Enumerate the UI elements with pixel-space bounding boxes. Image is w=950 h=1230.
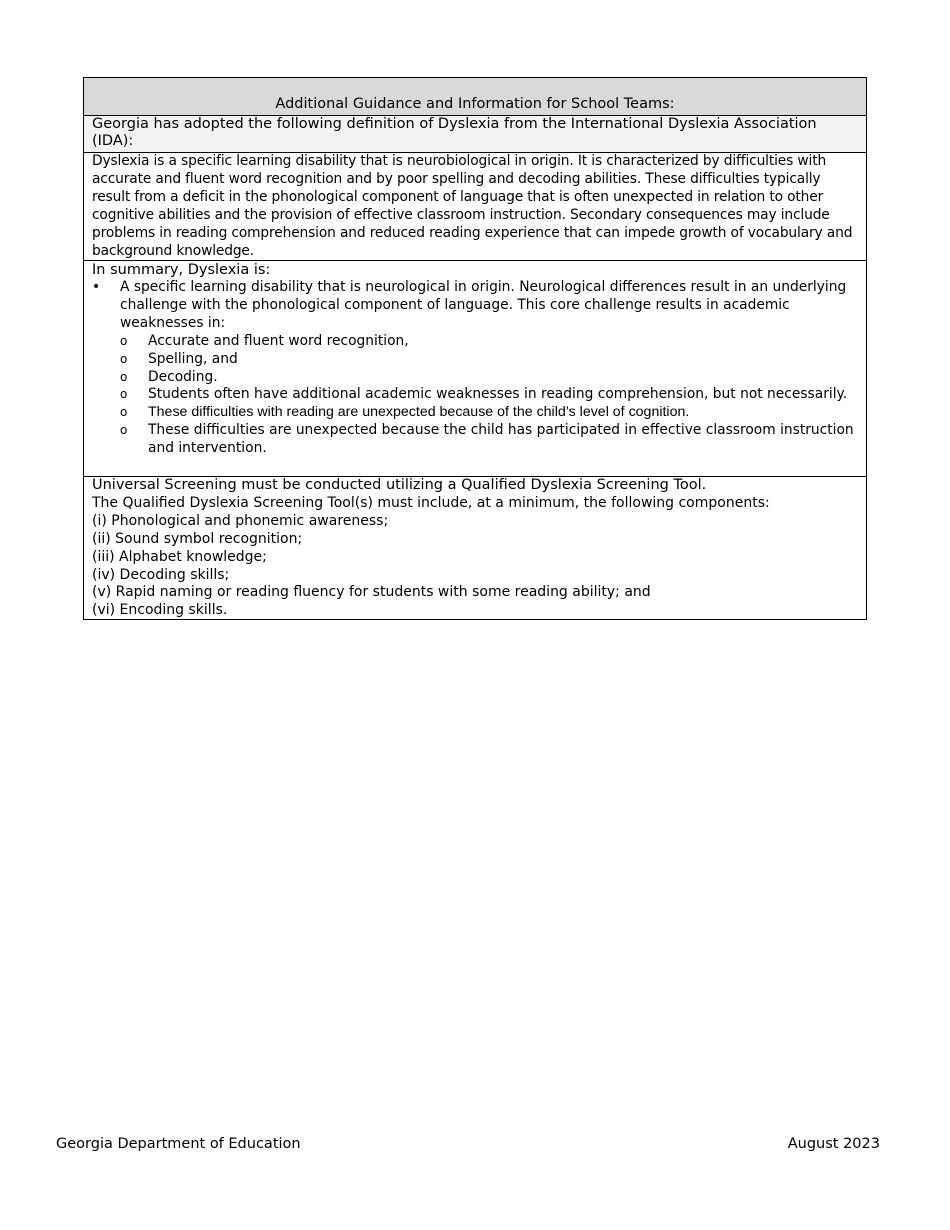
sub-item-text: Spelling, and (148, 350, 238, 367)
sub-list (92, 333, 858, 458)
footer-date: August 2023 (787, 1136, 880, 1152)
footer-department: Georgia Department of Education (56, 1136, 301, 1152)
sub-bullet-mark: o (120, 387, 128, 402)
screening-line: (ii) Sound symbol recognition; (92, 530, 303, 547)
definition-text: Dyslexia is a specific learning disability that is neurobiological in origin. It is characterized by difficulties with accurate and fluent word recognition and by poor spelling and decoding abilities. These difficulties typically result from a deficit in the phonological component of language that is often unexpected in relation to other cognitive abilities and the provision of effective classroom instruction. Secondary consequences may include problems in reading comprehension and reduced reading experience that can impede growth of vocabulary and background knowledge. (92, 153, 853, 259)
screening-line: (iv) Decoding skills; (92, 566, 230, 583)
screening-cell (84, 476, 866, 619)
table-header (84, 78, 866, 115)
sub-list-item (92, 404, 858, 422)
sub-list-item (92, 422, 858, 458)
summary-title: In summary, Dyslexia is: (92, 262, 271, 278)
screening-line: The Qualified Dyslexia Screening Tool(s) must include, at a minimum, the following components: (92, 494, 770, 511)
screening-line: (i) Phonological and phonemic awareness; (92, 512, 389, 529)
definition-cell (84, 152, 866, 260)
table-header-text: Additional Guidance and Information for School Teams: (275, 96, 675, 112)
sub-list-item (92, 333, 858, 351)
guidance-table (83, 77, 867, 620)
intro-text: Georgia has adopted the following definition of Dyslexia from the International Dyslexia Association (IDA): (92, 116, 817, 149)
sub-list-item (92, 351, 858, 369)
summary-cell (84, 260, 866, 476)
sub-item-text: Students often have additional academic weaknesses in reading comprehension, but not necessarily. (148, 386, 848, 403)
sub-bullet-mark: o (120, 405, 128, 420)
sub-item-text: These difficulties are unexpected because the child has participated in effective classroom instruction and intervention. (148, 422, 854, 457)
summary-bullet (92, 279, 858, 333)
sub-list-item (92, 369, 858, 387)
sub-item-text: These difficulties with reading are unexpected because of the child’s level of cognition. (148, 404, 690, 421)
screening-line: (iii) Alphabet knowledge; (92, 548, 267, 565)
sub-item-text: Decoding. (148, 368, 218, 385)
bullet-mark: • (92, 279, 101, 295)
sub-item-text: Accurate and fluent word recognition, (148, 332, 409, 349)
screening-line: Universal Screening must be conducted utilizing a Qualified Dyslexia Screening Tool. (92, 477, 707, 493)
sub-bullet-mark: o (120, 351, 128, 366)
intro-cell (84, 115, 866, 152)
screening-line: (vi) Encoding skills. (92, 602, 228, 619)
sub-bullet-mark: o (120, 333, 128, 348)
summary-bullet-text: A specific learning disability that is neurological in origin. Neurological differences result in an underlying challenge with the phonological component of language. This core challenge results in academic weaknesses in: (120, 279, 847, 331)
sub-bullet-mark: o (120, 423, 128, 438)
screening-line: (v) Rapid naming or reading fluency for students with some reading ability; and (92, 584, 651, 601)
sub-bullet-mark: o (120, 369, 128, 384)
sub-list-item (92, 386, 858, 404)
